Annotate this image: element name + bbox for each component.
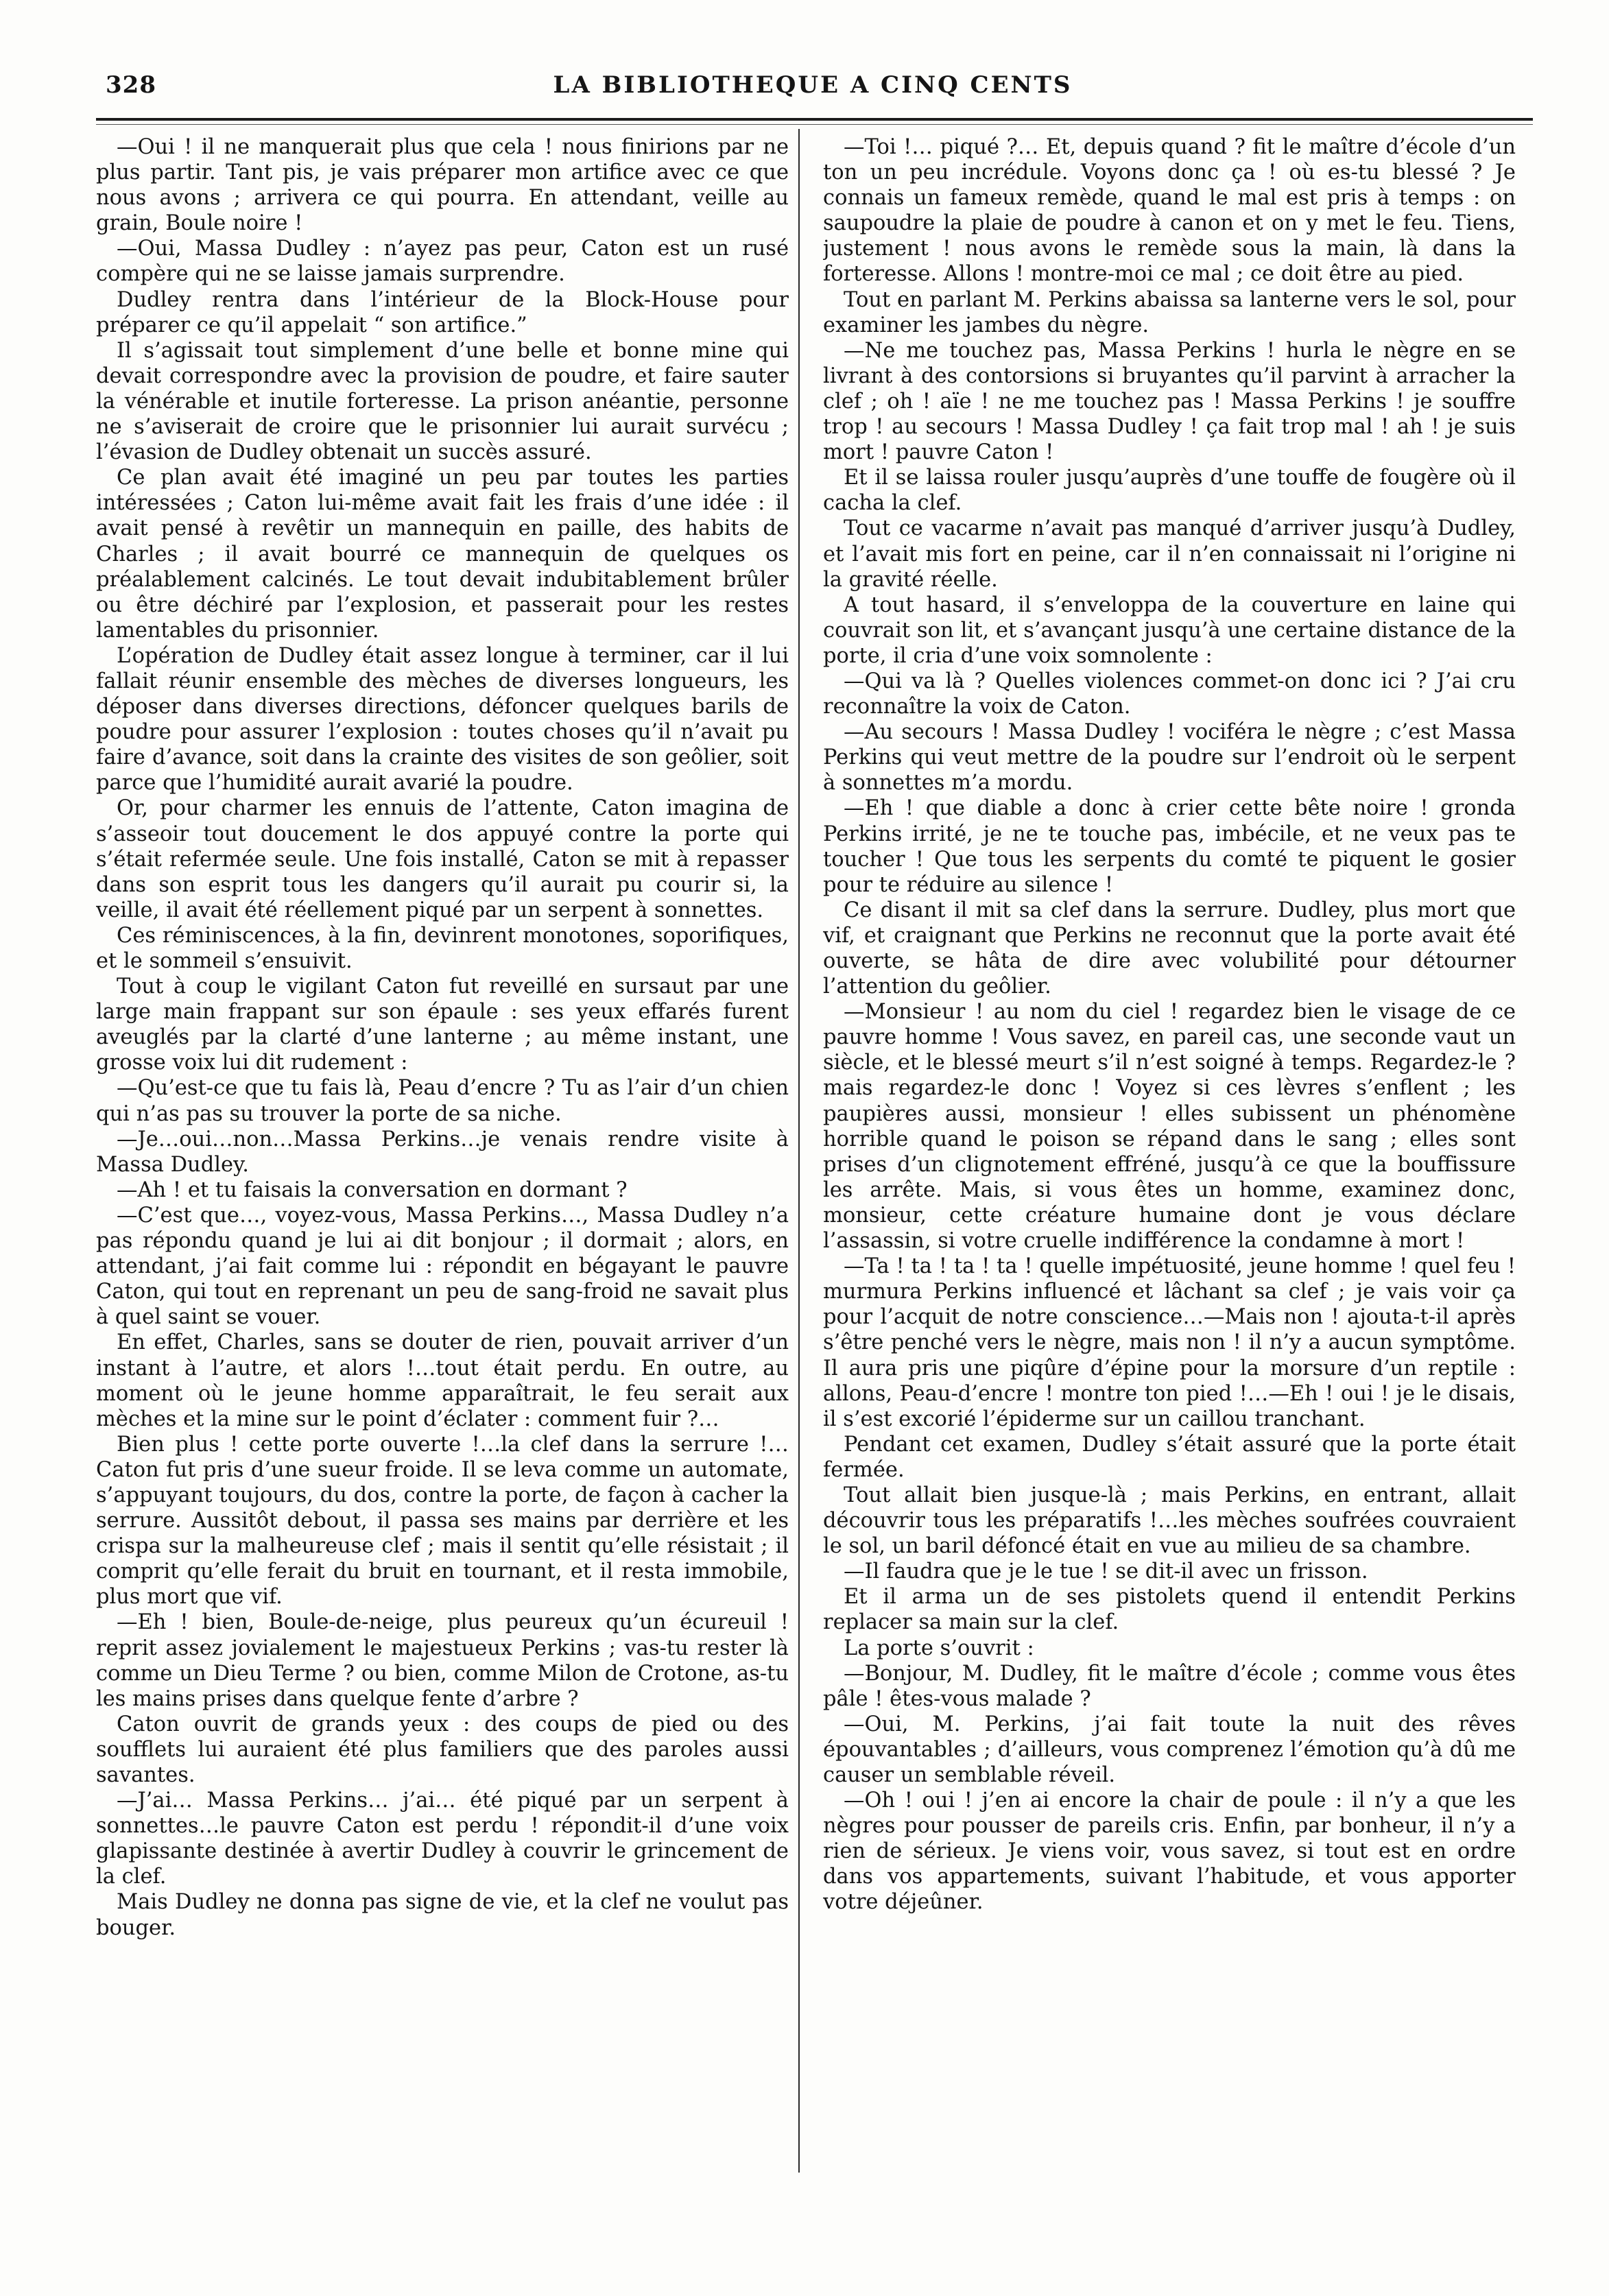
paragraph: —Ta ! ta ! ta ! ta ! quelle impétuosité, jeune homme ! quel feu ! murmura Perkins influencé et lâchant sa clef ; je vais voir ça pour l’acquit de notre conscience…—Mais non ! ajouta-t-il après s’être penché vers le nègre, mais non ! il n’y a aucun symptôme. Il aura pris une piqûre d’épine pour la morsure d’un reptile : allons, Peau-d’encre ! montre ton pied !…—Eh ! oui ! je le disais, il s’est excorié l’épiderme sur un caillou tranchant. — [823, 1254, 1516, 1431]
page-header — [96, 63, 1529, 111]
paragraph: —Eh ! que diable a donc à crier cette bête noire ! gronda Perkins irrité, je ne te touche pas, imbécile, et ne veux pas te toucher ! Que tous les serpents du comté te piquent le gosier pour te réduire au silence ! — [823, 796, 1516, 897]
header-rule-thin — [96, 124, 1533, 125]
paragraph: Tout ce vacarme n’avait pas manqué d’arriver jusqu’à Dudley, et l’avait mis fort en peine, car il n’en connaissait ni l’origine ni la gravité réelle. — [823, 516, 1516, 592]
running-title: LA BIBLIOTHEQUE A CINQ CENTS — [553, 71, 1073, 99]
paragraph: Ce plan avait été imaginé un peu par toutes les parties intéressées ; Caton lui-même avait fait les frais d’une idée : il avait pensé à revêtir un mannequin en paille, des habits de Charles ; il avait bourré ce mannequin de quelques os préalablement calcinés. Le tout devait indubitablement brûler ou être déchiré par l’explosion, et passerait pour les restes lamentables du prisonnier. — [96, 466, 789, 643]
paragraph: La porte s’ouvrit : — [844, 1636, 1034, 1660]
paragraph: —Oui ! il ne manquerait plus que cela ! nous finirions par ne plus partir. Tant pis, je vais préparer mon artifice avec ce que nous avons ; arrivera ce qui pourra. En attendant, veille au grain, Boule noire ! — [96, 135, 789, 236]
right-text-column — [823, 134, 1516, 2164]
paragraph: Tout en parlant M. Perkins abaissa sa lanterne vers le sol, pour examiner les jambes du nègre. — [823, 287, 1516, 337]
paragraph: —Oui, Massa Dudley : n’ayez pas peur, Caton est un rusé compère qui ne se laisse jamais surprendre. — [96, 237, 789, 287]
paragraph: Tout allait bien jusque-là ; mais Perkins, en entrant, allait découvrir tous les préparatifs !…les mèches soufrées couvraient le sol, un baril défoncé était en vue au milieu de sa chambre. — [823, 1483, 1516, 1559]
paragraph: Dudley rentra dans l’intérieur de la Block-House pour préparer ce qu’il appelait “ son artifice.” — [96, 287, 789, 337]
paragraph: En effet, Charles, sans se douter de rien, pouvait arriver d’un instant à l’autre, et alors !…tout était perdu. En outre, au moment où le jeune homme apparaîtrait, le feu serait aux mèches et la mine sur le point d’éclater : comment fuir ?… — [96, 1330, 789, 1431]
paragraph: Bien plus ! cette porte ouverte !…la clef dans la serrure !… Caton fut pris d’une sueur froide. Il se leva comme un automate, s’appuyant toujours, du dos, contre la porte, de façon à cacher la serrure. Aussitôt debout, il passa ses mains par derrière et les crispa sur la malheureuse clef ; mais il sentit qu’elle résistait ; il comprit qu’elle ferait du bruit en tournant, et il resta immobile, plus mort que vif. — [96, 1432, 789, 1610]
paragraph: —Toi !… piqué ?… Et, depuis quand ? fit le maître d’école d’un ton un peu incrédule. Voyons donc ça ! où es-tu blessé ? Je connais un fameux remède, quand le mal est pris à temps : on saupoudre la plaie de poudre à canon et on y met le feu. Tiens, justement ! nous avons le remède sous la main, là dans la forteresse. Allons ! montre-moi ce mal ; ce doit être au pied. — [823, 135, 1516, 287]
paragraph: Ce disant il mit sa clef dans la serrure. Dudley, plus mort que vif, et craignant que Perkins ne reconnut que la porte avait été ouverte, se hâta de dire avec volubilité pour détourner l’attention du geôlier. — [823, 898, 1516, 999]
paragraph: Pendant cet examen, Dudley s’était assuré que la porte était fermée. — [823, 1432, 1516, 1482]
paragraph: Ces réminiscences, à la fin, devinrent monotones, soporifiques, et le sommeil s’ensuivit. — [96, 923, 789, 973]
paragraph: Et il se laissa rouler jusqu’auprès d’une touffe de fougère où il cacha la clef. — [823, 466, 1516, 516]
paragraph: —Eh ! bien, Boule-de-neige, plus peureux qu’un écureuil ! reprit assez jovialement le majestueux Perkins ; vas-tu rester là comme un Dieu Terme ? ou bien, comme Milon de Crotone, as-tu les mains prises dans quelque fente d’arbre ? — [96, 1610, 789, 1711]
paragraph: —Ne me touchez pas, Massa Perkins ! hurla le nègre en se livrant à des contorsions si bruyantes qu’il parvint à arracher la clef ; oh ! aïe ! ne me touchez pas ! Massa Perkins ! je souffre trop ! au secours ! Massa Dudley ! ça fait trop mal ! ah ! je suis mort ! pauvre Caton ! — [823, 338, 1516, 465]
page-number: 328 — [106, 71, 156, 99]
column-divider — [798, 129, 800, 2173]
paragraph: Mais Dudley ne donna pas signe de vie, et la clef ne voulut pas bouger. — [96, 1890, 789, 1940]
left-text-column — [96, 134, 789, 2164]
paragraph: A tout hasard, il s’enveloppa de la couverture en laine qui couvrait son lit, et s’avançant jusqu’à une certaine distance de la porte, il cria d’une voix somnolente : — [823, 593, 1516, 668]
paragraph: —Qu’est-ce que tu fais là, Peau d’encre ? Tu as l’air d’un chien qui n’as pas su trouver la porte de sa niche. — [96, 1076, 789, 1126]
paragraph: —Au secours ! Massa Dudley ! vociféra le nègre ; c’est Massa Perkins qui veut mettre de la poudre sur l’endroit où le serpent à sonnettes m’a mordu. — [823, 720, 1516, 796]
paragraph: Or, pour charmer les ennuis de l’attente, Caton imagina de s’asseoir tout doucement le dos appuyé contre la porte qui s’était refermée seule. Une fois installé, Caton se mit à repasser dans son esprit tous les dangers qu’il aurait pu courir si, la veille, il avait été réellement piqué par un serpent à sonnettes. — [96, 796, 789, 922]
paragraph: —Il faudra que je le tue ! se dit-il avec un frisson. — [844, 1559, 1368, 1584]
paragraph: —J’ai… Massa Perkins… j’ai… été piqué par un serpent à sonnettes…le pauvre Caton est perdu ! répondit-il d’une voix glapissante destinée à avertir Dudley à couvrir le grincement de la clef. — [96, 1789, 789, 1889]
header-rule — [96, 118, 1533, 121]
paragraph: L’opération de Dudley était assez longue à terminer, car il lui fallait réunir ensemble des mèches de diverses longueurs, les déposer dans diverses directions, défoncer quelques barils de poudre pour assurer l’explosion : toutes choses qu’il n’avait pu faire d’avance, soit dans la crainte des visites de son geôlier, soit parce que l’humidité aurait avarié la poudre. — [96, 643, 789, 796]
paragraph: —Oh ! oui ! j’en ai encore la chair de poule : il n’y a que les nègres pour pousser de pareils cris. Enfin, par bonheur, il n’y a rien de sérieux. Je viens voir, vous savez, si tout est en ordre dans vos appartements, suivant l’habitude, et vous apporter votre déjeûner. — [823, 1789, 1516, 1915]
paragraph: —C’est que…, voyez-vous, Massa Perkins…, Massa Dudley n’a pas répondu quand je lui ai dit bonjour ; il dormait ; alors, en attendant, j’ai fait comme lui : répondit en bégayant le pauvre Caton, qui tout en reprenant un peu de sang-froid ne savait plus à quel saint se vouer. — [96, 1203, 789, 1330]
paragraph: —Ah ! et tu faisais la conversation en dormant ? — [117, 1177, 628, 1202]
paragraph: Et il arma un de ses pistolets quend il entendit Perkins replacer sa main sur la clef. — [823, 1585, 1516, 1635]
paragraph: —Bonjour, M. Dudley, fit le maître d’école ; comme vous êtes pâle ! êtes-vous malade ? — [823, 1661, 1516, 1711]
paragraph: —Je…oui…non…Massa Perkins…je venais rendre visite à Massa Dudley. — [96, 1127, 789, 1177]
paragraph: —Oui, M. Perkins, j’ai fait toute la nuit des rêves épouvantables ; d’ailleurs, vous comprenez l’émotion qu’à dû me causer un semblable réveil. — [823, 1712, 1516, 1787]
paragraph: —Monsieur ! au nom du ciel ! regardez bien le visage de ce pauvre homme ! Vous savez, en pareil cas, une seconde vaut un siècle, et le blessé meurt s’il n’est soigné à temps. Regardez-le ? mais regardez-le donc ! Voyez si ces lèvres s’enflent ; les paupières aussi, monsieur ! elles subissent un phénomène horrible quand le poison se répand dans le sang ; elles sont prises d’un clignotement effréné, jusqu’à ce que la bouffissure les arrête. Mais, si vous êtes un homme, examinez donc, monsieur, cette créature humaine dont je vous déclare l’assassin, si votre cruelle indifférence la condamne à mort ! — [823, 1000, 1516, 1254]
paragraph: Tout à coup le vigilant Caton fut reveillé en sursaut par une large main frappant sur son épaule : ses yeux effarés furent aveuglés par la clarté d’une lanterne ; au même instant, une grosse voix lui dit rudement : — [96, 974, 789, 1075]
paragraph: Caton ouvrit de grands yeux : des coups de pied ou des soufflets lui auraient été plus familiers que des paroles aussi savantes. — [96, 1712, 789, 1787]
paragraph: —Qui va là ? Quelles violences commet-on donc ici ? J’ai cru reconnaître la voix de Caton. — [823, 669, 1516, 719]
paragraph: Il s’agissait tout simplement d’une belle et bonne mine qui devait correspondre avec la provision de poudre, et faire sauter la vénérable et inutile forteresse. La prison anéantie, personne ne s’aviserait de croire que le prisonnier lui aurait survécu ; l’évasion de Dudley obtenait un succès assuré. — [96, 338, 789, 465]
